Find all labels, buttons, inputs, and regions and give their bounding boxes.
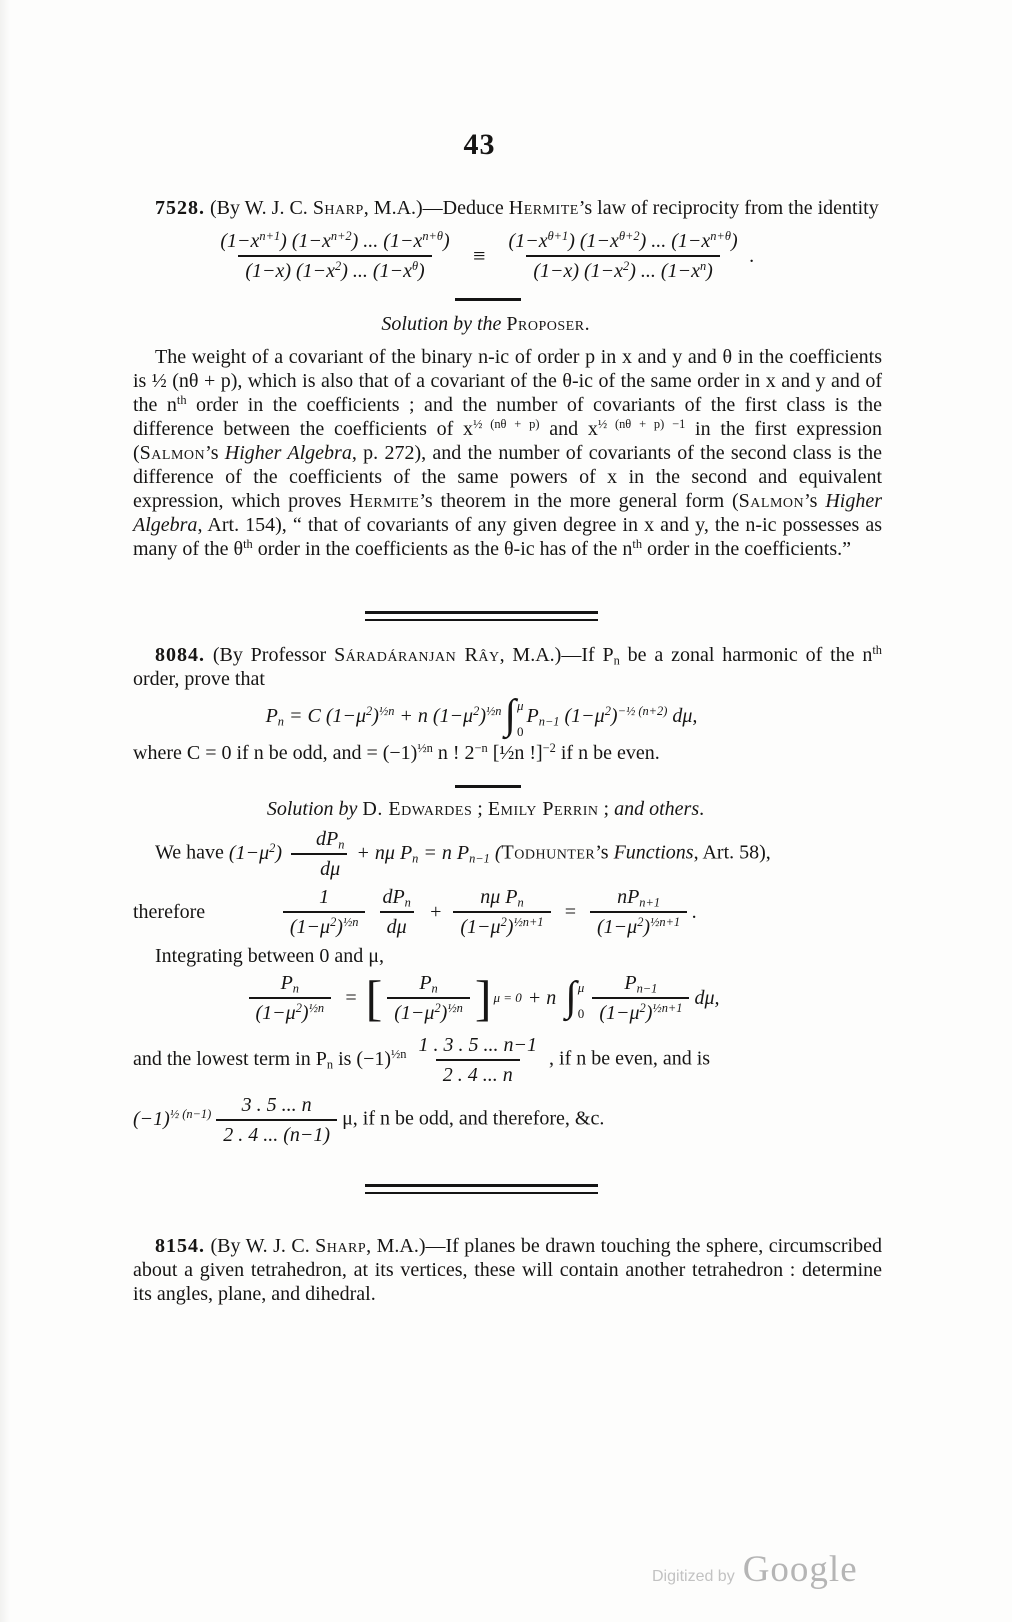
book-title-higher-algebra: Higher Algebra <box>133 490 882 536</box>
fraction-denominator: 2 . 4 ... n <box>436 1059 520 1088</box>
integral-limits <box>517 693 524 739</box>
divider-rule-short <box>455 298 521 301</box>
series-fraction <box>216 1092 337 1148</box>
plus-n-term: + n <box>527 987 557 1009</box>
name-perrin: Emily Perrin <box>487 798 599 820</box>
integral-sign <box>504 693 523 739</box>
text-run: ’s law of reciprocity from the identity <box>578 197 879 219</box>
name-proposer: Proposer <box>506 313 585 335</box>
solution-7528-body <box>133 345 882 561</box>
fraction-denominator: 2 . 4 ... (n−1) <box>216 1119 337 1148</box>
text-run: The weight of a covariant of the binary n-ic of order p in x and y and θ in the coefficients is ½ (nθ + p), which is also that of a covariant of the θ-ic of the same order in x and y and of the $n^{th}$ order in the coefficients ; and the number of covariants of the first class is the difference between the coefficients of $x^{\frac{1}{2} (n\theta + p)}$ and $x^{\frac{1}{2} (n\theta + p) -1}$ in the first expression ( <box>133 346 882 464</box>
text-run: (By W. J. C. <box>205 1235 316 1257</box>
text-run: . <box>584 313 590 335</box>
fraction-numerator: $P_n$ <box>419 972 438 996</box>
text-run: Integrating between 0 and μ, <box>155 945 384 967</box>
integrating-line <box>133 944 882 968</box>
integral-limits <box>578 975 585 1021</box>
text-run: ’s theorem in the more general form ( <box>419 490 739 512</box>
text-run: ; <box>472 798 488 820</box>
book-title-higher-algebra: Higher Algebra <box>224 442 352 464</box>
identity-equation <box>107 228 856 284</box>
text-run: , M.A.)—Deduce <box>363 197 509 219</box>
fraction-numerator: 1 <box>319 886 330 908</box>
integral-upper-limit: μ <box>577 980 585 995</box>
fraction <box>590 884 687 940</box>
name-todhunter: Todhunter <box>501 841 596 864</box>
rhs-numerator: $(1-x^{\theta+1})$ $(1-x^{\theta+2})$ ... $(1-x^{n+\theta})$ <box>508 229 738 252</box>
integral-lower-limit: 0 <box>577 1006 585 1021</box>
bracket-superscript: μ = 0 <box>493 990 522 1005</box>
therefore-line <box>133 884 882 940</box>
fraction-numerator: $dP_n$ <box>382 886 411 910</box>
divider-rule-short <box>455 785 521 788</box>
text-run: , if n be even, and is <box>549 1047 711 1070</box>
therefore-label: therefore <box>133 901 206 923</box>
lhs-numerator: $(1-x^{n+1})$ $(1-x^{n+2})$ ... $(1-x^{n+\theta})$ <box>220 229 450 252</box>
equation-right: $P_{n-1}$ $(1-\mu^2)^{-\frac{1}{2} (n+2)}$ dμ, <box>526 704 698 729</box>
fraction <box>283 884 366 940</box>
text-run: ’s <box>595 841 614 864</box>
text-run: where C = 0 if n be odd, and = $(-1)^{\frac{1}{2}n}$ n ! $2^{-n}$ [½n !]$^{-2}$ if n be even. <box>133 741 660 764</box>
fraction-numerator: 3 . 5 ... n <box>241 1094 312 1116</box>
text-run: ’s <box>804 490 826 512</box>
period: . <box>692 901 698 923</box>
watermark-prefix: Digitized by <box>652 1568 735 1585</box>
integral-lower-limit: 0 <box>517 724 524 739</box>
equation-left: $P_n = C$ $(1-\mu^2)^{\frac{1}{2}n} + n$ $(1-\mu^2)^{\frac{1}{2}n}$ <box>265 704 502 729</box>
page-content <box>0 128 1012 1306</box>
we-have-line <box>133 826 882 882</box>
solution-8084-heading <box>111 796 860 822</box>
equivalence-sign: ≡ <box>471 243 487 268</box>
problem-7528-number: 7528. <box>155 197 205 219</box>
fraction-denominator: dμ <box>380 911 414 940</box>
fraction <box>249 970 332 1026</box>
series-fraction <box>412 1032 545 1088</box>
fraction-denominator: $(1-\mu^2)^{\frac{1}{2}n}$ <box>283 911 366 940</box>
equals-sign: = <box>344 987 358 1009</box>
text-run: , Art. 58), <box>693 841 771 864</box>
integrated-equation: $\frac{P_n}{(1-\mu^2)^{\frac{1}{2}n}}$ = [ $\frac{P_n}{(1-\mu^2)^{\frac{1}{2}n}}$ ] μ = 0 + n ∫ μ 0 $\frac{P_{n-1}}{(1-\mu^2)^{\frac{1}{2}n+1}}$ dμ, <box>107 970 856 1026</box>
text-run: (By Professor <box>205 644 335 666</box>
text-run: ; <box>598 798 615 820</box>
problem-8084-number: 8084. <box>155 644 205 666</box>
rhs-denominator: (1−x) $(1-x^2)$ ... $(1-x^n)$ <box>526 255 720 284</box>
fraction <box>375 884 417 940</box>
text-run: μ, if n be odd, and therefore, &c. <box>342 1107 605 1130</box>
equation-period: . <box>749 245 755 267</box>
text-run: . <box>699 798 705 820</box>
differential-term: dμ, <box>694 987 720 1009</box>
page-number: 43 <box>463 128 496 161</box>
math-run: $(1-\mu^2)$ <box>228 840 282 864</box>
lhs-denominator: (1−x) $(1-x^2)$ ... $(1-x^\theta)$ <box>238 255 431 284</box>
fraction-denominator: $(1-\mu^2)^{\frac{1}{2}n+1}$ <box>453 911 550 940</box>
google-logo: Google <box>742 1549 858 1590</box>
text-run: and the lowest term in $P_n$ is $(-1)^{\frac{1}{2}n}$ <box>133 1046 407 1072</box>
fraction-numerator: nμ $P_n$ <box>480 886 524 910</box>
problem-8154-number: 8154. <box>155 1235 205 1257</box>
text-run: , Art. 154), “ that of covariants of any given degree in x and y, the n-ic possesses as many of the $\theta^{th}$ order in the coefficients as the θ-ic has of the $n^{th}$ order in the coefficients.” <box>133 514 882 560</box>
name-salmon: Salmon <box>738 490 805 512</box>
derivative-fraction <box>287 826 351 882</box>
problem-8154-statement <box>133 1234 882 1306</box>
digitized-by-google-watermark <box>652 1548 858 1591</box>
text-run: Solution by the <box>381 313 507 335</box>
name-salmon: Salmon <box>139 442 206 464</box>
fraction-numerator: $nP_{n+1}$ <box>617 886 661 910</box>
plus-sign: + <box>428 901 443 923</box>
author-name-ray: Sáradáranjan Rây <box>334 644 500 666</box>
name-edwardes: D. Edwardes <box>362 798 473 820</box>
fraction-denominator: $(1-\mu^2)^{\frac{1}{2}n+1}$ <box>592 997 689 1026</box>
text-run: ’s <box>205 442 225 464</box>
integral-sign <box>565 975 584 1021</box>
lowest-term-line-1 <box>133 1032 882 1088</box>
lhs-fraction <box>213 228 456 284</box>
text-run: , p. 272), and the number of covariants of the second class is the difference of the coefficients of the same powers of x in the second and equivalent expression, which proves <box>133 442 883 512</box>
author-name-sharp: Sharp <box>312 197 364 219</box>
text-run: (By W. J. C. <box>205 197 313 219</box>
problem-8084-statement <box>133 643 882 691</box>
name-hermite: Hermite <box>349 490 420 512</box>
fraction <box>453 884 550 940</box>
text-run: , M.A.)—If planes be drawn touching the sphere, circumscribed about a given tetrahedron, at its vertices, these will contain another tetrahedron : determine its angles, plane, and dihedral. <box>133 1235 882 1305</box>
author-name-sharp: Sharp <box>315 1235 367 1257</box>
fraction-numerator: $P_n$ <box>280 972 299 996</box>
fraction-numerator: $dP_n$ <box>315 828 345 852</box>
solution-7528-heading <box>111 311 860 337</box>
fraction-denominator: $(1-\mu^2)^{\frac{1}{2}n}$ <box>387 997 470 1026</box>
text-run: We have <box>155 841 229 864</box>
fraction-numerator: $P_{n-1}$ <box>624 972 658 996</box>
fraction <box>592 970 689 1026</box>
integral-glyph: ∫ <box>504 692 516 739</box>
text-run: Solution by <box>266 798 363 820</box>
fraction-denominator: $(1-\mu^2)^{\frac{1}{2}n}$ <box>249 997 332 1026</box>
name-hermite: Hermite <box>508 197 579 219</box>
fraction-denominator: $(1-\mu^2)^{\frac{1}{2}n+1}$ <box>590 911 687 940</box>
book-title-functions: Functions <box>613 841 694 864</box>
problem-7528-statement <box>133 196 882 220</box>
text-run: and others <box>614 798 700 820</box>
section-divider <box>365 1184 598 1194</box>
section-divider <box>365 611 598 621</box>
therefore-equation <box>113 884 862 940</box>
fraction-denominator: dμ <box>291 853 347 882</box>
integral-glyph: ∫ <box>565 974 577 1021</box>
math-run: $(-1)^{\frac{1}{2} (n-1)}$ <box>133 1106 212 1130</box>
lowest-term-line-2 <box>133 1092 882 1148</box>
math-run: + nμ $P_n = n$ $P_{n-1}$ ( <box>356 841 502 866</box>
rhs-fraction <box>502 228 745 284</box>
fraction <box>387 970 470 1026</box>
text-run: , M.A.)—If $P_n$ be a zonal harmonic of the $n^{th}$ order, prove that <box>133 643 882 690</box>
zonal-harmonic-equation <box>107 693 856 739</box>
where-clause <box>133 741 882 765</box>
fraction-numerator: 1 . 3 . 5 ... n−1 <box>418 1034 538 1056</box>
equals-sign: = <box>563 901 577 923</box>
integral-upper-limit: μ <box>517 698 524 713</box>
